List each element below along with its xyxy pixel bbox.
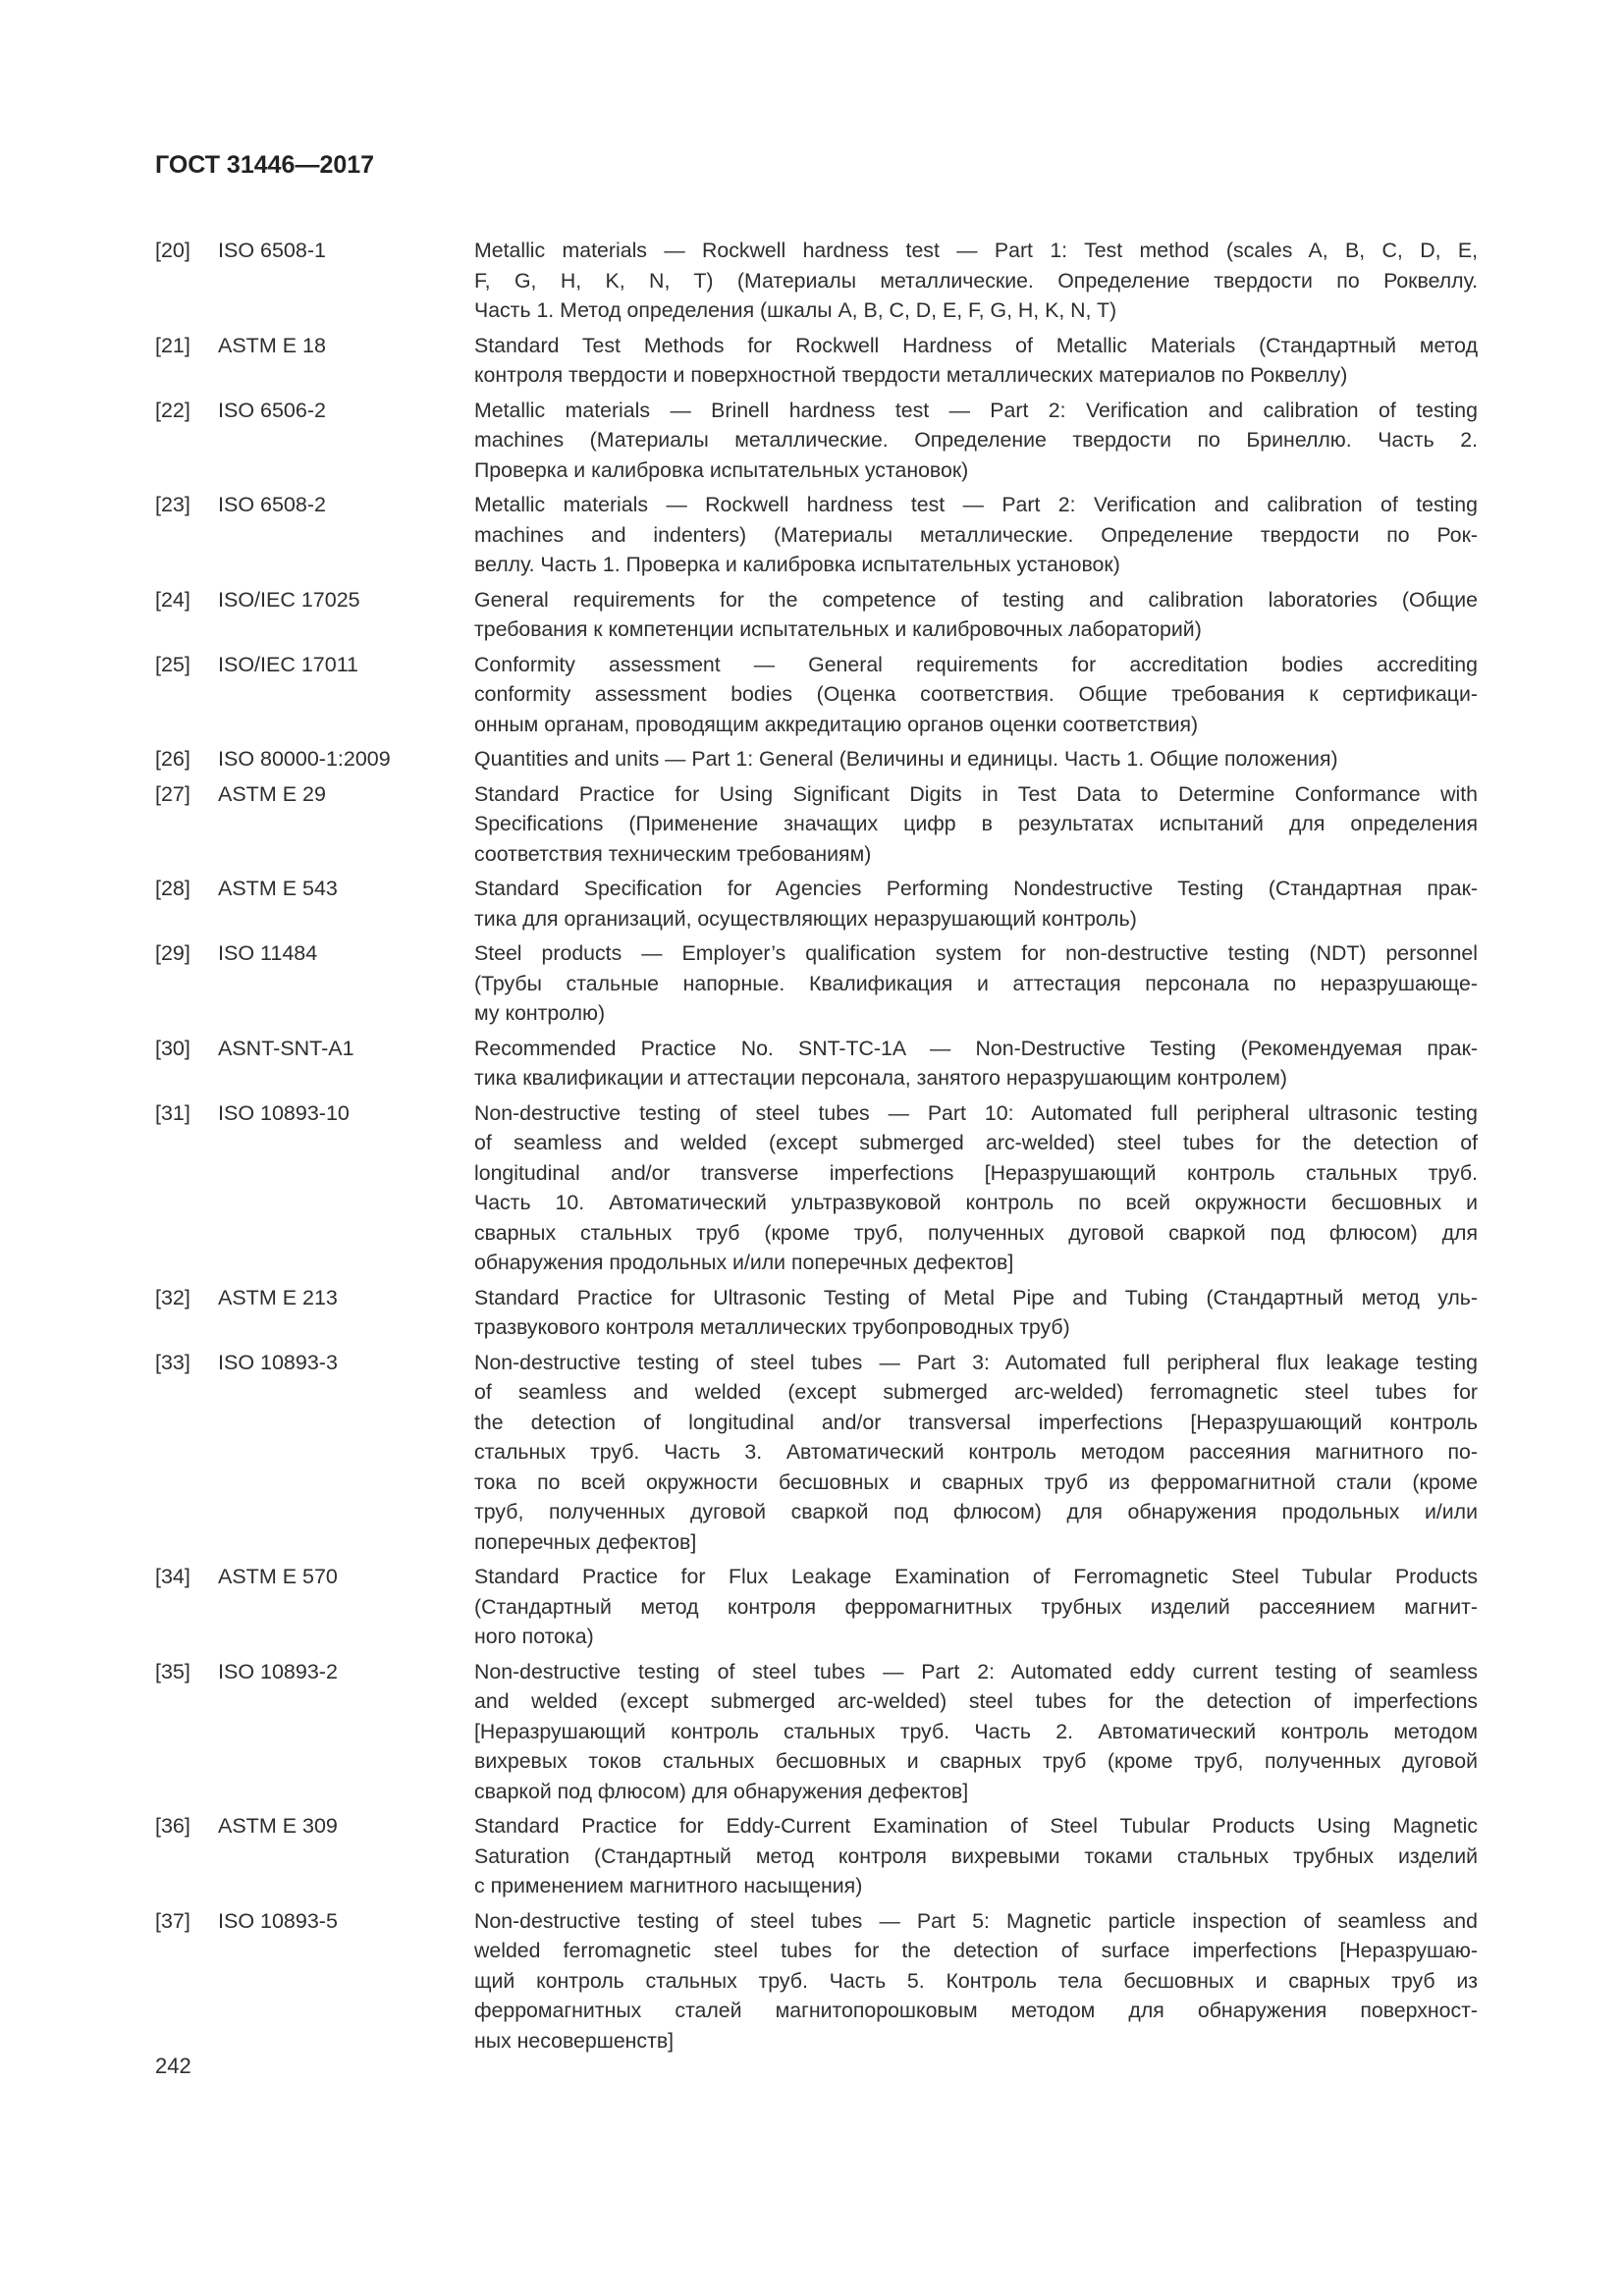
reference-title-line: Часть 10. Автоматический ультразвуковой контроль по всей окружности бесшовных и: [474, 1191, 1478, 1214]
reference-title-line: Non-destructive testing of steel tubes — Part 3: Automated full peripheral flux leakage testing: [474, 1350, 1478, 1374]
standard-code: ISO 6506-2: [218, 398, 326, 422]
bibliography-entry: [155, 585, 1481, 645]
standard-code: ASTM E 18: [218, 333, 326, 357]
reference-title: [474, 1657, 1478, 1807]
standard-code: ISO/IEC 17025: [218, 587, 360, 612]
reference-title-line: сварных стальных труб (кроме труб, полученных дуговой сваркой под флюсом) для: [474, 1220, 1478, 1245]
reference-number: [23]: [155, 493, 190, 516]
reference-title: [474, 874, 1478, 934]
reference-title: [474, 1906, 1478, 2056]
bibliography-entry: [155, 1283, 1481, 1343]
bibliography-entry: [155, 396, 1481, 486]
bibliography-entry: [155, 938, 1481, 1029]
reference-title-line: Standard Specification for Agencies Performing Nondestructive Testing (Стандартная прак-: [474, 877, 1478, 900]
reference-title-line: Standard Practice for Eddy-Current Examination of Steel Tubular Products Using Magnetic: [474, 1814, 1478, 1838]
reference-title: [474, 938, 1478, 1029]
reference-title-line: соответствия техническим требованиям): [474, 841, 872, 866]
bibliography-entry: [155, 1811, 1481, 1901]
bibliography-entry: [155, 1034, 1481, 1094]
reference-title-line: Standard Test Methods for Rockwell Hardness of Metallic Materials (Стандартный метод: [474, 333, 1478, 357]
reference-number: [36]: [155, 1814, 190, 1838]
reference-title-line: тика квалификации и аттестации персонала, занятого неразрушающим контролем): [474, 1066, 1288, 1090]
bibliography-entry: [155, 1562, 1481, 1652]
reference-title: [474, 1348, 1478, 1558]
standard-code: ISO 6508-2: [218, 493, 326, 516]
reference-title-line: Standard Practice for Using Significant Digits in Test Data to Determine Conformance with: [474, 781, 1478, 806]
reference-number: [25]: [155, 652, 190, 676]
reference-title-line: (Стандартный метод контроля ферромагнитных трубных изделий рассеянием магнит-: [474, 1594, 1478, 1619]
reference-title-line: тразвукового контроля металлических трубопроводных труб): [474, 1315, 1070, 1339]
reference-title-line: тока по всей окружности бесшовных и сварных труб из ферромагнитной стали (кроме: [474, 1469, 1478, 1494]
standard-code: ASTM E 543: [218, 877, 338, 900]
reference-number: [24]: [155, 587, 190, 612]
bibliography-entry: [155, 1098, 1481, 1278]
reference-title-line: Часть 1. Метод определения (шкалы A, B, C, D, E, F, G, H, K, N, T): [474, 298, 1117, 322]
standard-code: ASTM E 29: [218, 781, 326, 806]
reference-title-line: Specifications (Применение значащих цифр в результатах испытаний для определения: [474, 812, 1478, 835]
reference-title-line: Проверка и калибровка испытательных установок): [474, 457, 969, 482]
reference-title-line: стальных труб. Часть 3. Автоматический контроль методом рассеяния магнитного по-: [474, 1440, 1478, 1464]
reference-title-line: longitudinal and/or transverse imperfections [Неразрушающий контроль стальных труб.: [474, 1160, 1478, 1185]
reference-title-line: (Трубы стальные напорные. Квалификация и аттестация персонала по неразрушающе-: [474, 971, 1478, 995]
reference-title-line: контроля твердости и поверхностной твердости металлических материалов по Роквеллу): [474, 363, 1348, 387]
reference-title-line: the detection of longitudinal and/or transversal imperfections [Неразрушающий контроль: [474, 1410, 1478, 1434]
standard-code: ISO 6508-1: [218, 239, 326, 262]
reference-title-line: Metallic materials — Rockwell hardness test — Part 1: Test method (scales A, B, C, D, E,: [474, 239, 1478, 262]
reference-number: [29]: [155, 941, 190, 965]
reference-title: [474, 1283, 1478, 1343]
reference-number: [21]: [155, 333, 190, 357]
standard-code: ISO 10893-10: [218, 1100, 350, 1125]
reference-title-line: and welded (except submerged arc-welded) steel tubes for the detection of imperfections: [474, 1689, 1478, 1713]
bibliography-entry: [155, 874, 1481, 934]
reference-title: [474, 1034, 1478, 1094]
reference-title-line: [Неразрушающий контроль стальных труб. Часть 2. Автоматический контроль методом: [474, 1719, 1478, 1743]
standard-code: ASTM E 309: [218, 1814, 338, 1838]
reference-title-line: онным органам, проводящим аккредитацию органов оценки соответствия): [474, 712, 1199, 736]
bibliography-entry: [155, 236, 1481, 326]
reference-title-line: вихревых токов стальных бесшовных и сварных труб (кроме труб, полученных дуговой: [474, 1749, 1478, 1773]
bibliography-list: [155, 236, 1481, 2060]
reference-title-line: Standard Practice for Flux Leakage Examination of Ferromagnetic Steel Tubular Products: [474, 1565, 1478, 1588]
bibliography-entry: [155, 1906, 1481, 2056]
reference-number: [33]: [155, 1350, 190, 1374]
reference-title-line: of seamless and welded (except submerged arc-welded) ferromagnetic steel tubes for: [474, 1380, 1478, 1404]
reference-title-line: Conformity assessment — General requirements for accreditation bodies accrediting: [474, 652, 1478, 676]
reference-title: [474, 236, 1478, 326]
reference-title: [474, 650, 1478, 740]
standard-code: ISO/IEC 17011: [218, 652, 359, 676]
reference-title-line: Recommended Practice No. SNT-TC-1A — Non-Destructive Testing (Рекомендуемая прак-: [474, 1036, 1478, 1060]
reference-title-line: ных несовершенств]: [474, 2028, 675, 2053]
reference-title-line: труб, полученных дуговой сваркой под флюсом) для обнаружения продольных и/или: [474, 1500, 1478, 1523]
reference-title-line: ферромагнитных сталей магнитопорошковым методом для обнаружения поверхност-: [474, 1999, 1478, 2022]
standard-code: ISO 11484: [218, 941, 318, 965]
reference-number: [32]: [155, 1285, 190, 1309]
reference-title-line: щий контроль стальных труб. Часть 5. Контроль тела бесшовных и сварных труб из: [474, 1968, 1478, 1993]
reference-title-line: обнаружения продольных и/или поперечных дефектов]: [474, 1251, 1014, 1274]
reference-title-line: Standard Practice for Ultrasonic Testing of Metal Pipe and Tubing (Стандартный метод уль-: [474, 1285, 1478, 1309]
document-header: ГОСТ 31446—2017: [155, 151, 375, 179]
reference-title-line: Steel products — Employer’s qualification system for non-destructive testing (NDT) personnel: [474, 941, 1478, 965]
reference-title-line: Non-destructive testing of steel tubes — Part 5: Magnetic particle inspection of seamless and: [474, 1908, 1478, 1933]
standard-code: ASTM E 213: [218, 1285, 338, 1309]
reference-title-line: Metallic materials — Brinell hardness test — Part 2: Verification and calibration of testing: [474, 398, 1478, 422]
page-number: 242: [155, 2054, 191, 2078]
reference-number: [37]: [155, 1908, 190, 1933]
bibliography-entry: [155, 1657, 1481, 1807]
bibliography-entry: [155, 331, 1481, 391]
reference-title: [474, 779, 1478, 870]
standard-code: ASTM E 570: [218, 1565, 338, 1588]
reference-title-line: му контролю): [474, 1001, 606, 1025]
reference-number: [22]: [155, 398, 190, 422]
bibliography-entry: [155, 650, 1481, 740]
reference-title: [474, 331, 1478, 391]
reference-title-line: с применением магнитного насыщения): [474, 1874, 863, 1897]
bibliography-entry: [155, 744, 1481, 774]
reference-number: [27]: [155, 781, 190, 806]
reference-title-line: сваркой под флюсом) для обнаружения дефектов]: [474, 1779, 969, 1803]
reference-title-line: Metallic materials — Rockwell hardness test — Part 2: Verification and calibration of testing: [474, 493, 1478, 516]
reference-title-line: Saturation (Стандартный метод контроля вихревыми токами стальных трубных изделий: [474, 1843, 1478, 1868]
reference-title-line: поперечных дефектов]: [474, 1529, 697, 1554]
standard-code: ISO 10893-2: [218, 1659, 338, 1683]
reference-title-line: machines (Материалы металлические. Определение твердости по Бринеллю. Часть 2.: [474, 428, 1478, 452]
bibliography-entry: [155, 1348, 1481, 1558]
reference-title-line: Non-destructive testing of steel tubes — Part 2: Automated eddy current testing of seamless: [474, 1659, 1478, 1683]
reference-title-line: F, G, H, K, N, T) (Материалы металлические. Определение твердости по Роквеллу.: [474, 268, 1478, 293]
standard-code: ISO 10893-3: [218, 1350, 338, 1374]
reference-number: [31]: [155, 1100, 190, 1125]
reference-title-line: Non-destructive testing of steel tubes — Part 10: Automated full peripheral ultrasonic testing: [474, 1100, 1478, 1125]
reference-title: [474, 490, 1478, 580]
bibliography-entry: [155, 779, 1481, 870]
reference-title: [474, 396, 1478, 486]
reference-title-line: welded ferromagnetic steel tubes for the detection of surface imperfections [Неразрушаю-: [474, 1939, 1478, 1962]
reference-number: [34]: [155, 1565, 190, 1588]
reference-title-line: General requirements for the competence of testing and calibration laboratories (Общие: [474, 587, 1478, 612]
standard-code: ISO 10893-5: [218, 1908, 338, 1933]
reference-number: [20]: [155, 239, 190, 262]
reference-title: [474, 585, 1478, 645]
bibliography-entry: [155, 490, 1481, 580]
reference-title-line: веллу. Часть 1. Проверка и калибровка испытательных установок): [474, 553, 1120, 576]
reference-title-line: ного потока): [474, 1625, 594, 1648]
reference-number: [35]: [155, 1659, 190, 1683]
reference-title: [474, 1098, 1478, 1278]
reference-title-line: Quantities and units — Part 1: General (Величины и единицы. Часть 1. Общие положения): [474, 747, 1338, 771]
reference-number: [26]: [155, 747, 190, 771]
reference-title: [474, 1562, 1478, 1652]
reference-number: [28]: [155, 877, 190, 900]
reference-title: [474, 1811, 1478, 1901]
reference-title-line: machines and indenters) (Материалы металлические. Определение твердости по Рок-: [474, 522, 1478, 547]
standard-code: ISO 80000-1:2009: [218, 747, 391, 771]
reference-title: [474, 744, 1478, 774]
reference-title-line: conformity assessment bodies (Оценка соответствия. Общие требования к сертификаци-: [474, 682, 1478, 706]
reference-title-line: тика для организаций, осуществляющих неразрушающий контроль): [474, 906, 1137, 931]
standard-code: ASNT-SNT-A1: [218, 1036, 354, 1060]
reference-number: [30]: [155, 1036, 190, 1060]
reference-title-line: требования к компетенции испытательных и калибровочных лабораторий): [474, 617, 1202, 641]
reference-title-line: of seamless and welded (except submerged arc-welded) steel tubes for the detection of: [474, 1131, 1478, 1154]
